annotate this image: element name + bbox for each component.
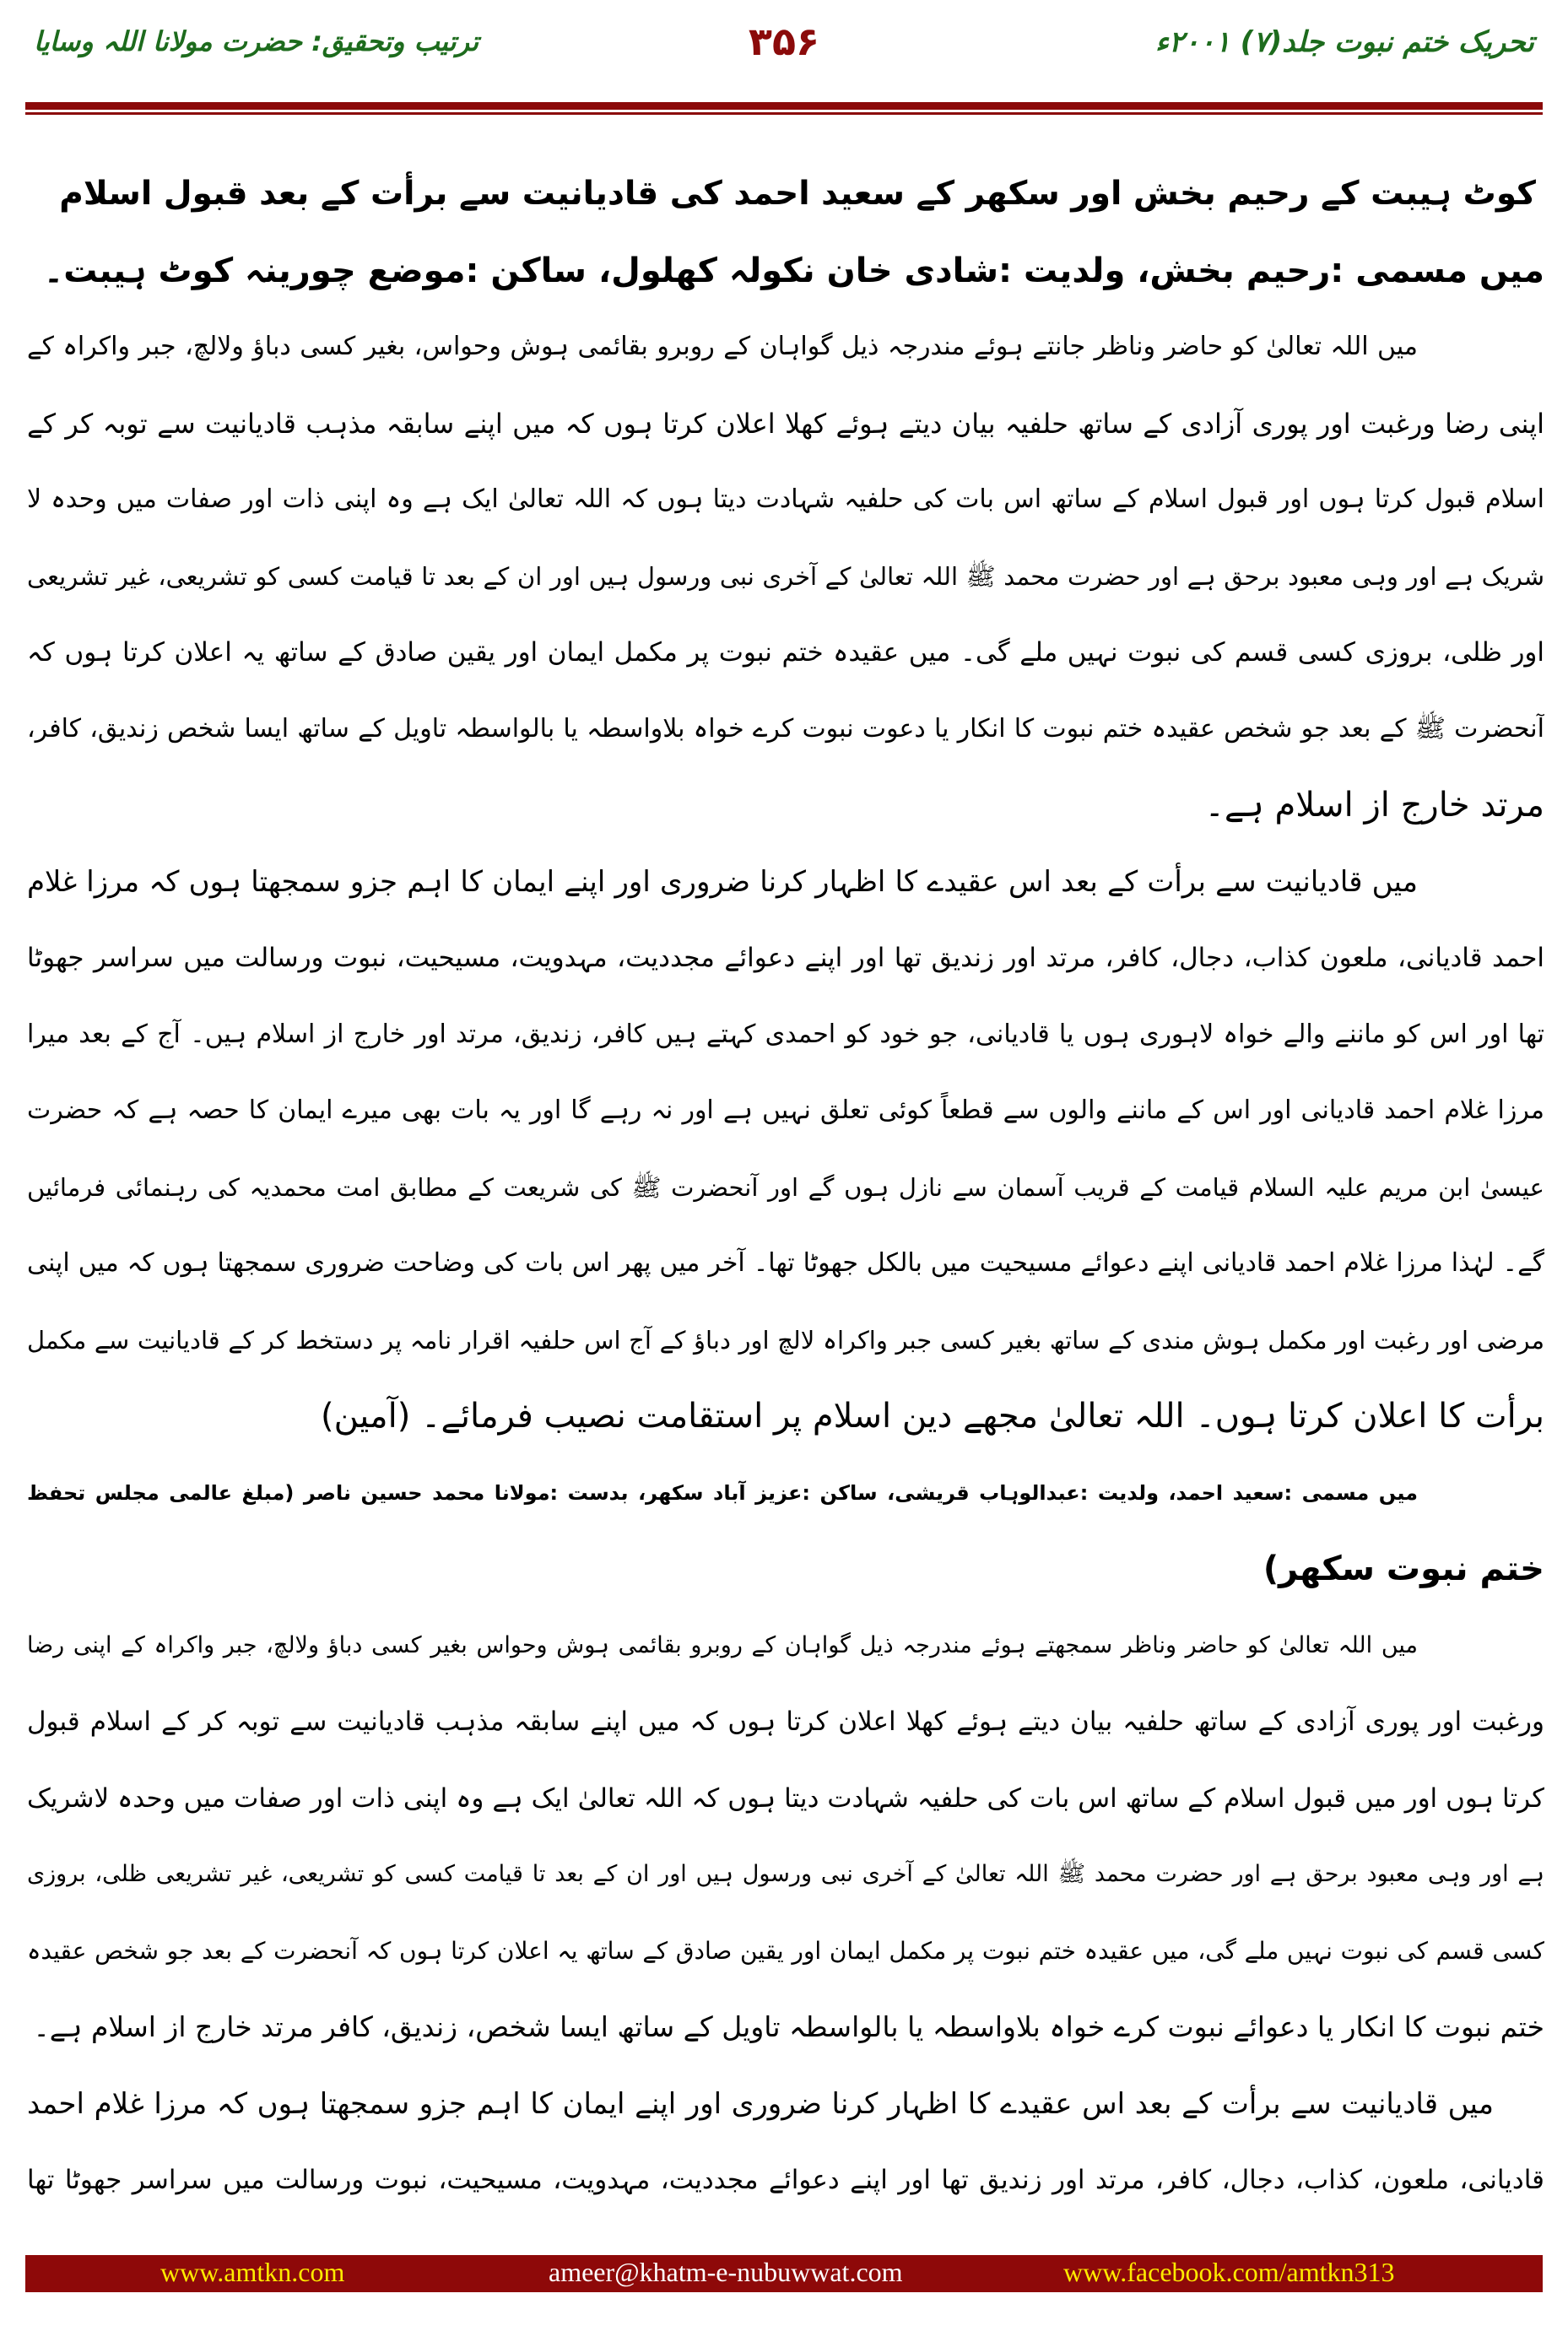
text-line: آنحضرت ﷺ کے بعد جو شخص عقیدہ ختم نبوت کا انکار یا دعوت نبوت کرے خواہ بلاواسطہ یا بالواسطہ تاویل کے ساتھ ایسا شخص زندیق، کافر، [27, 713, 1544, 744]
book-title: تحریک ختم نبوت جلد(۷) ۲۰۰۱ء [1154, 25, 1534, 59]
text-line: قادیانی، ملعون، کذاب، دجال، کافر، مرتد اور زندیق تھا اور اپنے دعوائے مجددیت، مہدویت، مسیحیت، نبوت ورسالت میں سراسر جھوٹا تھا [27, 2165, 1544, 2195]
text-line: مرزا غلام احمد قادیانی اور اس کے ماننے والوں سے قطعاً کوئی تعلق نہیں ہے اور نہ رہے گا اور یہ بات بھی میرے ایمان کا حصہ ہے کہ حضرت [27, 1095, 1544, 1125]
compiler-credit: ترتیب وتحقیق: حضرت مولانا اللہ وسایا [34, 25, 479, 57]
website-link[interactable]: www.amtkn.com [160, 2257, 345, 2287]
text-line: میں مسمی :رحیم بخش، ولدیت :شادی خان نکولہ کھلول، ساکن :موضع چورینہ کوٹ ہیبت۔ [43, 251, 1544, 290]
text-line: اسلام قبول کرتا ہوں اور قبول اسلام کے ساتھ اس بات کی حلفیہ شہادت دیتا ہوں کہ اللہ تعالیٰ ایک ہے وہ اپنی ذات اور صفات میں وحدہ لا [27, 484, 1544, 514]
document-body [27, 156, 1544, 2219]
page-number: ۳۵۶ [748, 19, 820, 64]
header-divider [25, 102, 1543, 110]
text-line: میں اللہ تعالیٰ کو حاضر وناظر سمجھتے ہوئے مندرجہ ذیل گواہان کے روبرو بقائمی ہوش وحواس بغیر کسی دباؤ ولالچ، جبر واکراہ کے اپنی رضا [27, 1631, 1418, 1658]
text-line: گے۔ لہٰذا مرزا غلام احمد قادیانی اپنے دعوائے مسیحیت میں بالکل جھوٹا تھا۔ آخر میں پھر اس بات کی وضاحت ضروری سمجھتا ہوں کہ میں اپنی [27, 1248, 1544, 1278]
text-line: ختم نبوت کا انکار یا دعوائے نبوت کرے خواہ بلاواسطہ یا بالواسطہ تاویل کے ساتھ ایسا شخص، زندیق، کافر مرتد خارج از اسلام ہے۔ [33, 2010, 1544, 2043]
text-line: مرضی اور رغبت اور مکمل ہوش مندی کے ساتھ بغیر کسی جبر واکراہ لالچ اور دباؤ کے آج اس حلفیہ اقرار نامہ پر دستخط کر کے قادیانیت سے مکمل [27, 1325, 1544, 1355]
text-line: اور ظلی، بروزی کسی قسم کی نبوت نہیں ملے گی۔ میں عقیدہ ختم نبوت پر مکمل ایمان اور یقین صادق کے ساتھ یہ اعلان کرتا ہوں کہ [27, 637, 1544, 668]
text-line: میں مسمی :سعید احمد، ولدیت :عبدالوہاب قریشی، ساکن :عزیز آباد سکھر، بدست :مولانا محمد حسین ناصر (مبلغ عالمی مجلس تحفظ [27, 1480, 1418, 1505]
text-line: میں اللہ تعالیٰ کو حاضر وناظر جانتے ہوئے مندرجہ ذیل گواہان کے روبرو بقائمی ہوش وحواس، بغیر کسی دباؤ ولالچ، جبر واکراہ کے [27, 332, 1418, 361]
email-link[interactable]: ameer@khatm-e-nubuwwat.com [549, 2257, 903, 2287]
text-line: ورغبت اور پوری آزادی کے ساتھ حلفیہ بیان دیتے ہوئے کھلا اعلان کرتا ہوں کہ میں اپنے سابقہ مذہب قادیانیت سے توبہ کر کے اسلام قبول [27, 1706, 1544, 1737]
text-line: برأت کا اعلان کرتا ہوں۔ اللہ تعالیٰ مجھے دین اسلام پر استقامت نصیب فرمائے۔ (آمین) [321, 1397, 1544, 1436]
text-line: عیسیٰ ابن مریم علیہ السلام قیامت کے قریب آسمان سے نازل ہوں گے اور آنحضرت ﷺ کی شریعت کے مطابق امت محمدیہ کی رہنمائی فرمائیں [27, 1172, 1544, 1202]
text-line: تھا اور اس کو ماننے والے خواہ لاہوری ہوں یا قادیانی، جو خود کو احمدی کہتے ہیں کافر، زندیق، مرتد اور خارج از اسلام ہیں۔ آج کے بعد میرا [27, 1019, 1544, 1049]
section-title: کوٹ ہیبت کے رحیم بخش اور سکھر کے سعید احمد کی قادیانیت سے برأت کے بعد قبول اسلام [59, 175, 1536, 213]
footer-bar [25, 2255, 1543, 2292]
text-line: احمد قادیانی، ملعون کذاب، دجال، کافر، مرتد اور زندیق تھا اور اپنے دعوائے مجددیت، مہدویت، مسیحیت، نبوت ورسالت میں سراسر جھوٹا [27, 943, 1544, 973]
text-line: میں قادیانیت سے برأت کے بعد اس عقیدے کا اظہار کرنا ضروری اور اپنے ایمان کا اہم جزو سمجھتا ہوں کہ مرزا غلام [27, 864, 1418, 899]
facebook-link[interactable]: www.facebook.com/amtkn313 [1063, 2257, 1395, 2287]
text-line: ختم نبوت سکھر) [1263, 1550, 1544, 1588]
text-line: مرتد خارج از اسلام ہے۔ [1204, 786, 1544, 825]
text-line: کرتا ہوں اور میں قبول اسلام کے ساتھ اس بات کی حلفیہ شہادت دیتا ہوں کہ اللہ تعالیٰ ایک ہے وہ اپنی ذات اور صفات میں وحدہ لاشریک [27, 1782, 1544, 1814]
text-line: ہے اور وہی معبود برحق ہے اور حضرت محمد ﷺ اللہ تعالیٰ کے آخری نبی ورسول ہیں اور ان کے بعد تا قیامت کسی کو تشریعی، غیر تشریعی ظلی، بروزی [27, 1861, 1544, 1887]
text-line: شریک ہے اور وہی معبود برحق ہے اور حضرت محمد ﷺ اللہ تعالیٰ کے آخری نبی ورسول ہیں اور ان کے بعد تا قیامت کسی کو تشریعی، غیر تشریعی [27, 561, 1544, 591]
text-line: کسی قسم کی نبوت نہیں ملے گی، میں عقیدہ ختم نبوت پر مکمل ایمان اور یقین صادق کے ساتھ یہ اعلان کرتا ہوں کہ آنحضرت کے بعد جو شخص عقیدہ [27, 1936, 1544, 1965]
text-line: میں قادیانیت سے برأت کے بعد اس عقیدے کا اظہار کرنا ضروری اور اپنے ایمان کا اہم جزو سمجھتا ہوں کہ مرزا غلام احمد [27, 2086, 1494, 2121]
text-line: اپنی رضا ورغبت اور پوری آزادی کے ساتھ حلفیہ بیان دیتے ہوئے کھلا اعلان کرتا ہوں کہ میں اپنے سابقہ مذہب قادیانیت سے توبہ کر کے [27, 407, 1544, 440]
header-divider-thin [25, 112, 1543, 115]
